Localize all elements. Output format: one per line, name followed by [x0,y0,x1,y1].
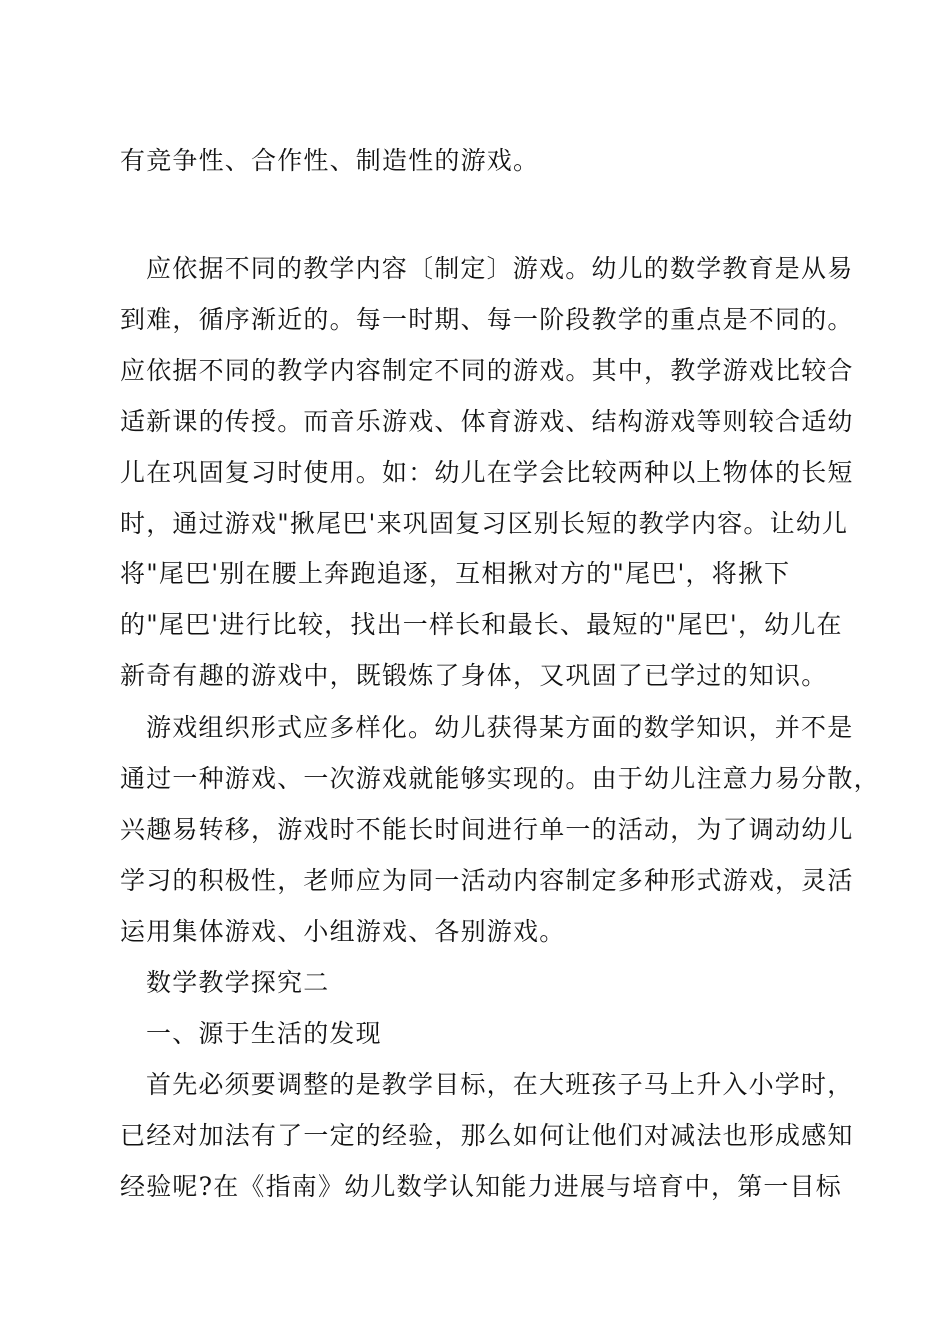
text-line: 的"尾巴'进行比较，找出一样长和最长、最短的"尾巴'，幼儿在 [120,610,843,639]
text-line: 应依据不同的教学内容制定不同的游戏。其中，教学游戏比较合 [120,356,854,385]
text-line: 将"尾巴'别在腰上奔跑追逐，互相揪对方的"尾巴'，将揪下 [120,559,791,588]
text-line: 已经对加法有了一定的经验，那么如何让他们对减法也形成感知 [120,1121,854,1150]
text-line: 通过一种游戏、一次游戏就能够实现的。由于幼儿注意力易分散， [120,764,880,793]
text-line: 时，通过游戏"揪尾巴'来巩固复习区别长短的教学内容。让幼儿 [120,509,849,538]
text-line-continuation: 有竞争性、合作性、制造性的游戏。 [120,146,540,175]
text-line: 兴趣易转移，游戏时不能长时间进行单一的活动，为了调动幼儿 [120,815,854,844]
text-line: 学习的积极性，老师应为同一活动内容制定多种形式游戏，灵活 [120,866,854,895]
text-line: 经验呢?在《指南》幼儿数学认知能力进展与培育中，第一目标 [120,1172,843,1201]
text-line: 运用集体游戏、小组游戏、各别游戏。 [120,917,566,946]
section-heading: 数学教学探究二 [146,968,330,997]
subsection-heading: 一、源于生活的发现 [146,1019,382,1048]
paragraph-goal-start: 首先必须要调整的是教学目标，在大班孩子马上升入小学时， [146,1070,854,1099]
text-line: 新奇有趣的游戏中，既锻炼了身体，又巩固了已学过的知识。 [120,661,828,690]
paragraph-form-start: 游戏组织形式应多样化。幼儿获得某方面的数学知识，并不是 [146,713,854,742]
text-line: 到难，循序渐近的。每一时期、每一阶段教学的重点是不同的。 [120,305,854,334]
text-line: 儿在巩固复习时使用。如：幼儿在学会比较两种以上物体的长短 [120,458,854,487]
text-line: 适新课的传授。而音乐游戏、体育游戏、结构游戏等则较合适幼 [120,407,854,436]
paragraph-content-start: 应依据不同的教学内容〔制定〕游戏。幼儿的数学教育是从易 [146,254,854,283]
